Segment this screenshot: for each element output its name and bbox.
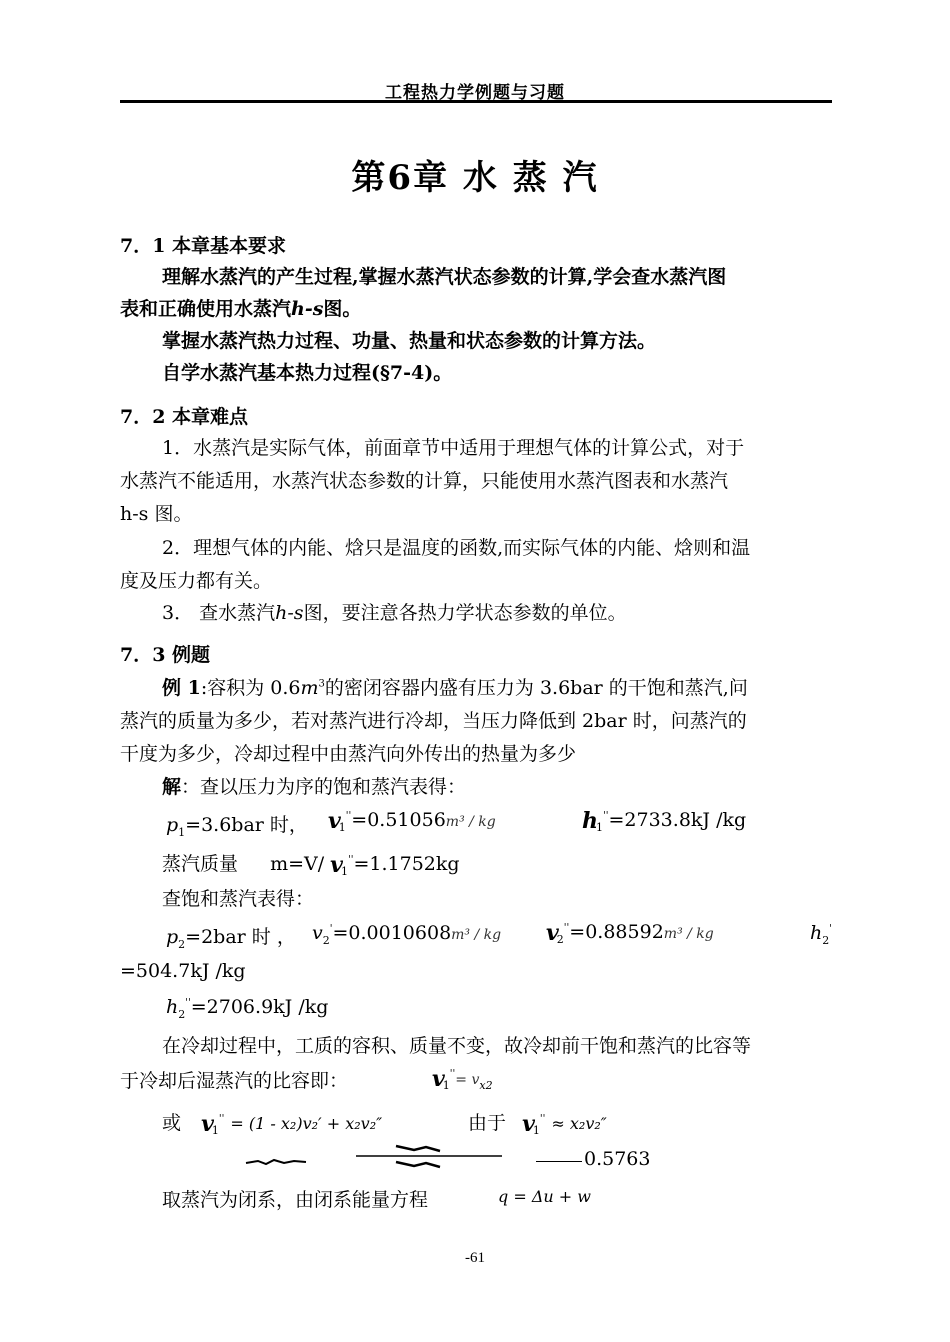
state2-pressure: $p_2=2bar$ 时 ， [166,926,296,951]
difficulty-2-line-2: 度及压力都有关。 [120,570,273,592]
page-number: -61 [465,1250,485,1266]
requirement-line-1: 理解水蒸汽的产生过程,掌握水蒸汽状态参数的计算,学会查水蒸汽图 [162,266,727,288]
equation-v1-vx2: $v_1''= v_{x2}$ [432,1066,493,1092]
section-heading-7-1: 7．1 本章基本要求 [120,235,287,257]
requirement-line-4: 自学水蒸汽基本热力过程(§7-4)。 [162,362,453,384]
difficulty-1-line-2: 水蒸汽不能适用，水蒸汽状态参数的计算，只能使用水蒸汽图表和水蒸汽 [120,470,729,492]
difficulty-3: 3． 查水蒸汽h-s图，要注意各热力学状态参数的单位。 [162,602,627,624]
closed-system-text: 取蒸汽为闭系，由闭系能量方程 [162,1189,429,1211]
example-line-2: 蒸汽的质量为多少，若对蒸汽进行冷却，当压力降低到 2bar 时，问蒸汽的 [120,710,747,732]
difficulty-1-line-1: 1．水蒸汽是实际气体，前面章节中适用于理想气体的计算公式，对于 [162,437,745,459]
state2-h-double-prime: $h_2''=2706.9kJ$ /kg [166,996,329,1021]
difficulty-1-line-3: h-s 图。 [120,503,193,525]
state2-v-prime: $v_2'=0.0010608m^3$ / kg [312,922,502,947]
state1-specific-volume: $v_1''=0.51056m^3$ / kg [328,808,496,834]
state1-enthalpy: $h_1''=2733.8kJ$ /kg [582,808,747,834]
cooling-line-2: 于冷却后湿蒸汽的比容即： [120,1070,349,1092]
cooling-line-1: 在冷却过程中，工质的容积、质量不变，故冷却前干饱和蒸汽的比容等 [162,1035,752,1057]
running-header: 工程热力学例题与习题 [385,83,565,103]
chapter-title: 第6章 水 蒸 汽 [351,158,599,198]
header-rule [120,100,832,103]
lookup-sat-steam: 查饱和蒸汽表得： [162,888,315,910]
difficulty-2-line-1: 2．理想气体的内能、焓只是温度的函数,而实际气体的内能、焓则和温 [162,537,751,559]
x2-result: 0.5763 [584,1148,651,1170]
example-line-1: 例 1:容积为 $0.6m^3$的密闭容器内盛有压力为 3.6bar 的干饱和蒸汽,问 [162,677,748,699]
equals-rule [536,1161,582,1162]
section-heading-7-3: 7．3 例题 [120,644,211,666]
equation-or-line: 或 $v_1'' = (1 - x_2)v_2' + x_2v_2''$ [162,1111,383,1137]
x2-fraction [356,1142,502,1170]
state2-h-prime-value: =504.7kJ /kg [120,960,246,982]
state2-v-double-prime: $v_2''=0.88592m^3$ / kg [546,920,714,946]
hs-symbol: h-s [291,298,324,320]
requirement-line-3: 掌握水蒸汽热力过程、功量、热量和状态参数的计算方法。 [162,330,657,352]
x2-symbol-garbled [244,1152,308,1162]
requirement-line-2: 表和正确使用水蒸汽h-s图。 [120,298,362,320]
state1-pressure: $p_1=3.6bar$ 时， [166,814,308,839]
state2-h-prime-symbol: $h_2'$ [810,922,832,947]
section-heading-7-2: 7．2 本章难点 [120,406,249,428]
energy-equation: q = Δu + w [498,1187,591,1206]
solution-intro: 解：查以压力为序的饱和蒸汽表得： [162,776,467,798]
mass-calc: 蒸汽质量 m=V/ $v_1''=1.1752kg$ [162,852,460,878]
equation-since-line: 由于 $v_1'' \approx x_2v_2''$ [468,1111,607,1137]
example-line-3: 干度为多少，冷却过程中由蒸汽向外传出的热量为多少 [120,743,577,765]
